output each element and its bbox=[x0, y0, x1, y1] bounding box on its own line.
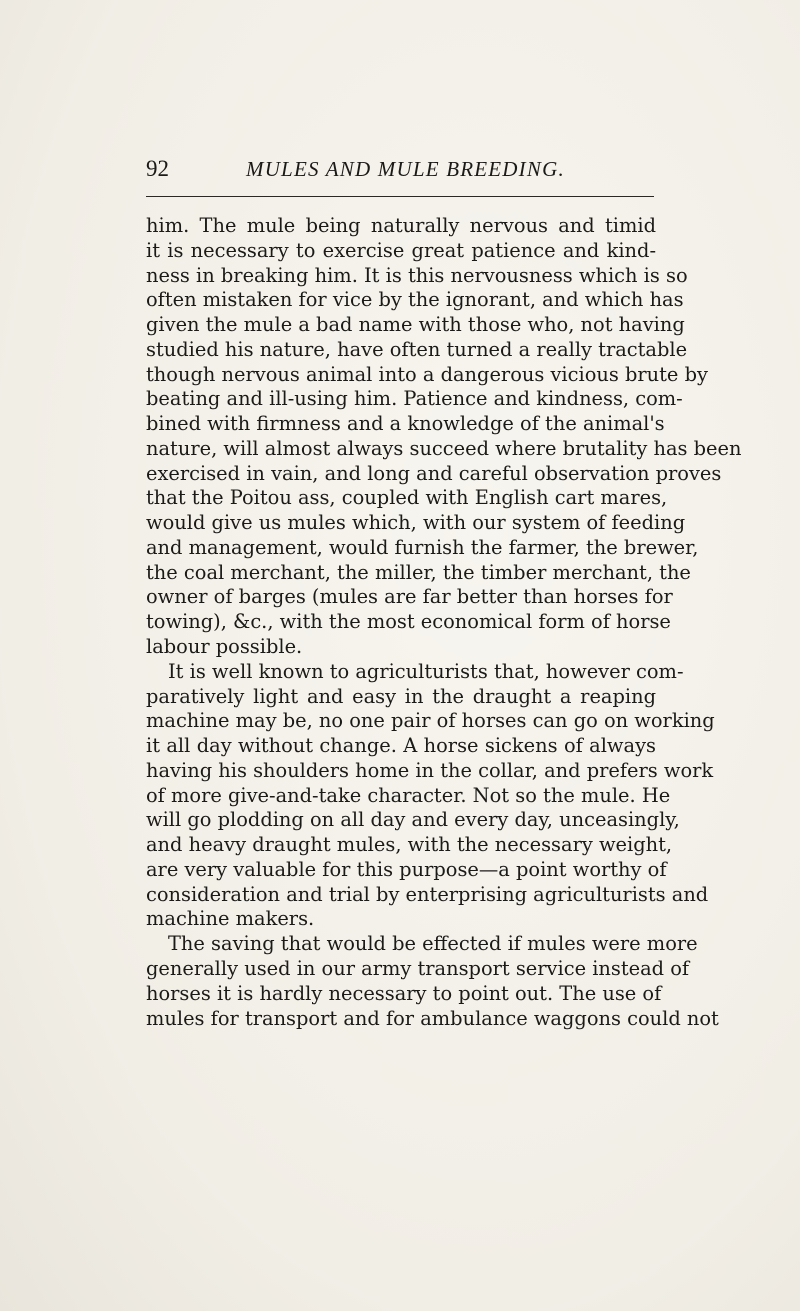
text-line: the coal merchant, the miller, the timber merchant, the bbox=[146, 560, 691, 584]
text-line: paratively light and easy in the draught a reaping bbox=[146, 684, 656, 708]
text-line: bined with firmness and a knowledge of the animal's bbox=[146, 412, 665, 436]
text-line: beating and ill-using him. Patience and kindness, com- bbox=[146, 387, 683, 411]
text-line: nature, will almost always succeed where brutality has been bbox=[146, 436, 742, 460]
text-line-paragraph-start: It is well known to agriculturists that, however com- bbox=[168, 659, 684, 683]
text-line: that the Poitou ass, coupled with English cart mares, bbox=[146, 486, 668, 510]
page-number: 92 bbox=[146, 156, 169, 181]
text-line: studied his nature, have often turned a really tractable bbox=[146, 337, 688, 361]
text-line: and heavy draught mules, with the necessary weight, bbox=[146, 833, 673, 857]
text-line: though nervous animal into a dangerous vicious brute by bbox=[146, 362, 708, 386]
text-line: and management, would furnish the farmer, the brewer, bbox=[146, 535, 699, 559]
text-line: horses it is hardly necessary to point out. The use of bbox=[146, 981, 662, 1005]
text-line: exercised in vain, and long and careful observation proves bbox=[146, 461, 722, 485]
header-rule bbox=[146, 196, 654, 197]
text-line: towing), &c., with the most economical form of horse bbox=[146, 610, 671, 634]
text-line: generally used in our army transport service instead of bbox=[146, 956, 690, 980]
text-line: of more give-and-take character. Not so the mule. He bbox=[146, 783, 671, 807]
page-header bbox=[146, 155, 656, 187]
text-line: ness in breaking him. It is this nervousness which is so bbox=[146, 263, 688, 287]
text-line: him. The mule being naturally nervous and timid bbox=[146, 214, 656, 237]
text-line: machine may be, no one pair of horses can go on working bbox=[146, 709, 715, 733]
text-line-paragraph-end: machine makers. bbox=[146, 907, 315, 931]
text-line: it all day without change. A horse sickens of always bbox=[146, 734, 656, 758]
text-line-paragraph-start: The saving that would be effected if mules were more bbox=[168, 932, 698, 956]
text-line: would give us mules which, with our system of feeding bbox=[146, 511, 686, 535]
text-line: often mistaken for vice by the ignorant, and which has bbox=[146, 288, 684, 312]
text-line: it is necessary to exercise great patience and kind- bbox=[146, 238, 656, 262]
text-line-paragraph-end: labour possible. bbox=[146, 635, 303, 659]
text-line: consideration and trial by enterprising agriculturists and bbox=[146, 882, 709, 906]
body-text bbox=[146, 214, 742, 1031]
text-line: having his shoulders home in the collar, and prefers work bbox=[146, 758, 714, 782]
text-line: will go plodding on all day and every day, unceasingly, bbox=[146, 808, 680, 832]
text-line: are very valuable for this purpose—a point worthy of bbox=[146, 857, 667, 881]
running-title: MULES AND MULE BREEDING. bbox=[246, 157, 565, 181]
text-line: given the mule a bad name with those who, not having bbox=[146, 313, 685, 337]
text-line: mules for transport and for ambulance waggons could not bbox=[146, 1006, 719, 1030]
text-line: owner of barges (mules are far better than horses for bbox=[146, 585, 673, 609]
